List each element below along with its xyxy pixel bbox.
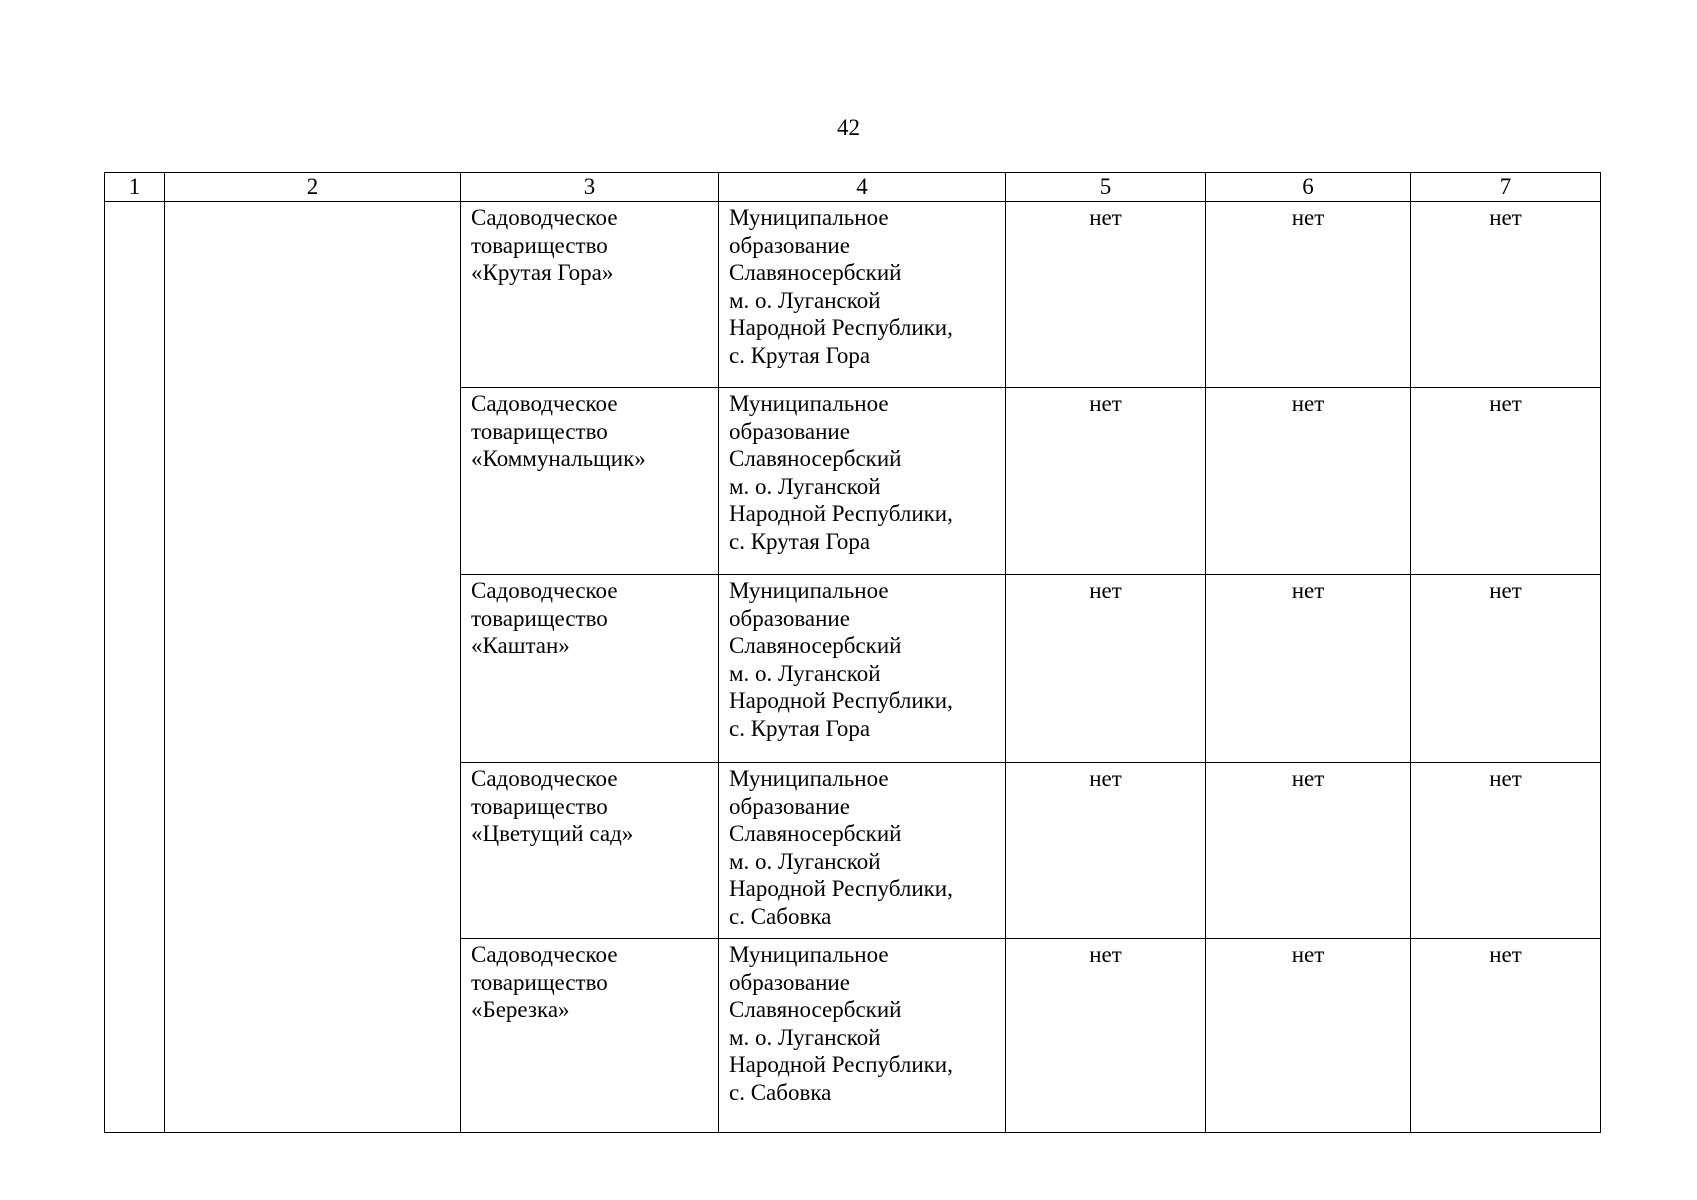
column-7-cell: нет: [1411, 575, 1601, 763]
header-cell-4: 4: [719, 173, 1006, 202]
organization-name-cell: Садоводческое товарищество «Каштан»: [461, 575, 719, 763]
organization-name-cell: Садоводческое товарищество «Березка»: [461, 939, 719, 1133]
column-6-cell: нет: [1206, 939, 1411, 1133]
column-5-cell: нет: [1006, 202, 1206, 388]
column-7-cell: нет: [1411, 202, 1601, 388]
location-cell: Муниципальное образование Славяносербский м. о. Луганской Народной Республики, с. Крутая Гора: [719, 202, 1006, 388]
organization-name-cell: Садоводческое товарищество «Цветущий сад»: [461, 763, 719, 939]
column-2-merged-cell: [165, 202, 461, 1133]
location-cell: Муниципальное образование Славяносербский м. о. Луганской Народной Республики, с. Крутая Гора: [719, 388, 1006, 575]
header-cell-1: 1: [105, 173, 165, 202]
column-7-cell: нет: [1411, 939, 1601, 1133]
column-1-merged-cell: [105, 202, 165, 1133]
column-6-cell: нет: [1206, 388, 1411, 575]
column-7-cell: нет: [1411, 388, 1601, 575]
organization-name-cell: Садоводческое товарищество «Коммунальщик»: [461, 388, 719, 575]
column-7-cell: нет: [1411, 763, 1601, 939]
location-cell: Муниципальное образование Славяносербский м. о. Луганской Народной Республики, с. Сабовка: [719, 763, 1006, 939]
organization-name-cell: Садоводческое товарищество «Крутая Гора»: [461, 202, 719, 388]
data-table: [104, 172, 1601, 1133]
table-row: [105, 202, 1601, 388]
location-cell: Муниципальное образование Славяносербский м. о. Луганской Народной Республики, с. Крутая Гора: [719, 575, 1006, 763]
column-6-cell: нет: [1206, 575, 1411, 763]
column-6-cell: нет: [1206, 763, 1411, 939]
column-5-cell: нет: [1006, 575, 1206, 763]
header-row: [105, 173, 1601, 202]
page-number: 42: [837, 115, 860, 140]
header-cell-5: 5: [1006, 173, 1206, 202]
header-cell-2: 2: [165, 173, 461, 202]
column-5-cell: нет: [1006, 388, 1206, 575]
header-cell-6: 6: [1206, 173, 1411, 202]
header-cell-7: 7: [1411, 173, 1601, 202]
location-cell: Муниципальное образование Славяносербский м. о. Луганской Народной Республики, с. Сабовка: [719, 939, 1006, 1133]
column-5-cell: нет: [1006, 939, 1206, 1133]
column-6-cell: нет: [1206, 202, 1411, 388]
header-cell-3: 3: [461, 173, 719, 202]
column-5-cell: нет: [1006, 763, 1206, 939]
